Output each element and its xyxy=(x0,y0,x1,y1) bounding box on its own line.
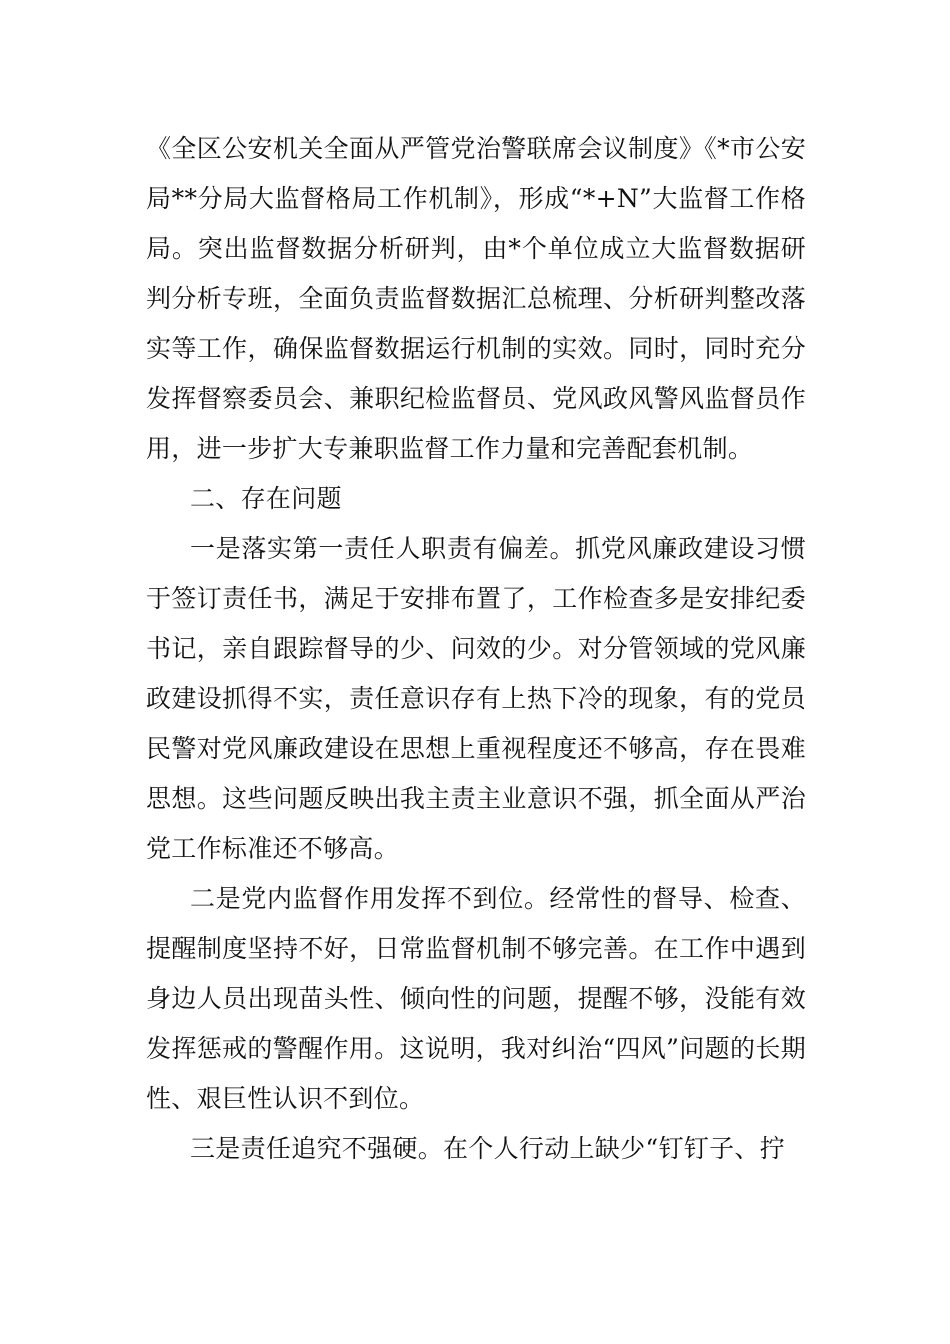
issue-paragraph-3: 三是责任追究不强硬。在个人行动上缺少“钉钉子、拧 xyxy=(190,1134,785,1163)
document-page xyxy=(146,124,806,1174)
issue-paragraph-2: 二是党内监督作用发挥不到位。经常性的督导、检查、提醒制度坚持不好，日常监督机制不够完善。在工作中遇到身边人员出现苗头性、倾向性的问题，提醒不够，没能有效发挥惩戒的警醒作用。这说明，我对纠治“四风”问题的长期性、艰巨性认识不到位。 xyxy=(146,884,806,1113)
section-heading: 二、存在问题 xyxy=(190,484,342,513)
issue-paragraph-1: 一是落实第一责任人职责有偏差。抓党风廉政建设习惯于签订责任书，满足于安排布置了，工作检查多是安排纪委书记，亲自跟踪督导的少、问效的少。对分管领域的党风廉政建设抓得不实，责任意识存有上热下冷的现象，有的党员民警对党风廉政建设在思想上重视程度还不够高，存在畏难思想。这些问题反映出我主责主业意识不强，抓全面从严治党工作标准还不够高。 xyxy=(146,534,806,863)
intro-paragraph: 《全区公安机关全面从严管党治警联席会议制度》《*市公安局**分局大监督格局工作机制》，形成“*+N”大监督工作格局。突出监督数据分析研判，由*个单位成立大监督数据研判分析专班，全面负责监督数据汇总梳理、分析研判整改落实等工作，确保监督数据运行机制的实效。同时，同时充分发挥督察委员会、兼职纪检监督员、党风政风警风监督员作用，进一步扩大专兼职监督工作力量和完善配套机制。 xyxy=(146,134,806,463)
